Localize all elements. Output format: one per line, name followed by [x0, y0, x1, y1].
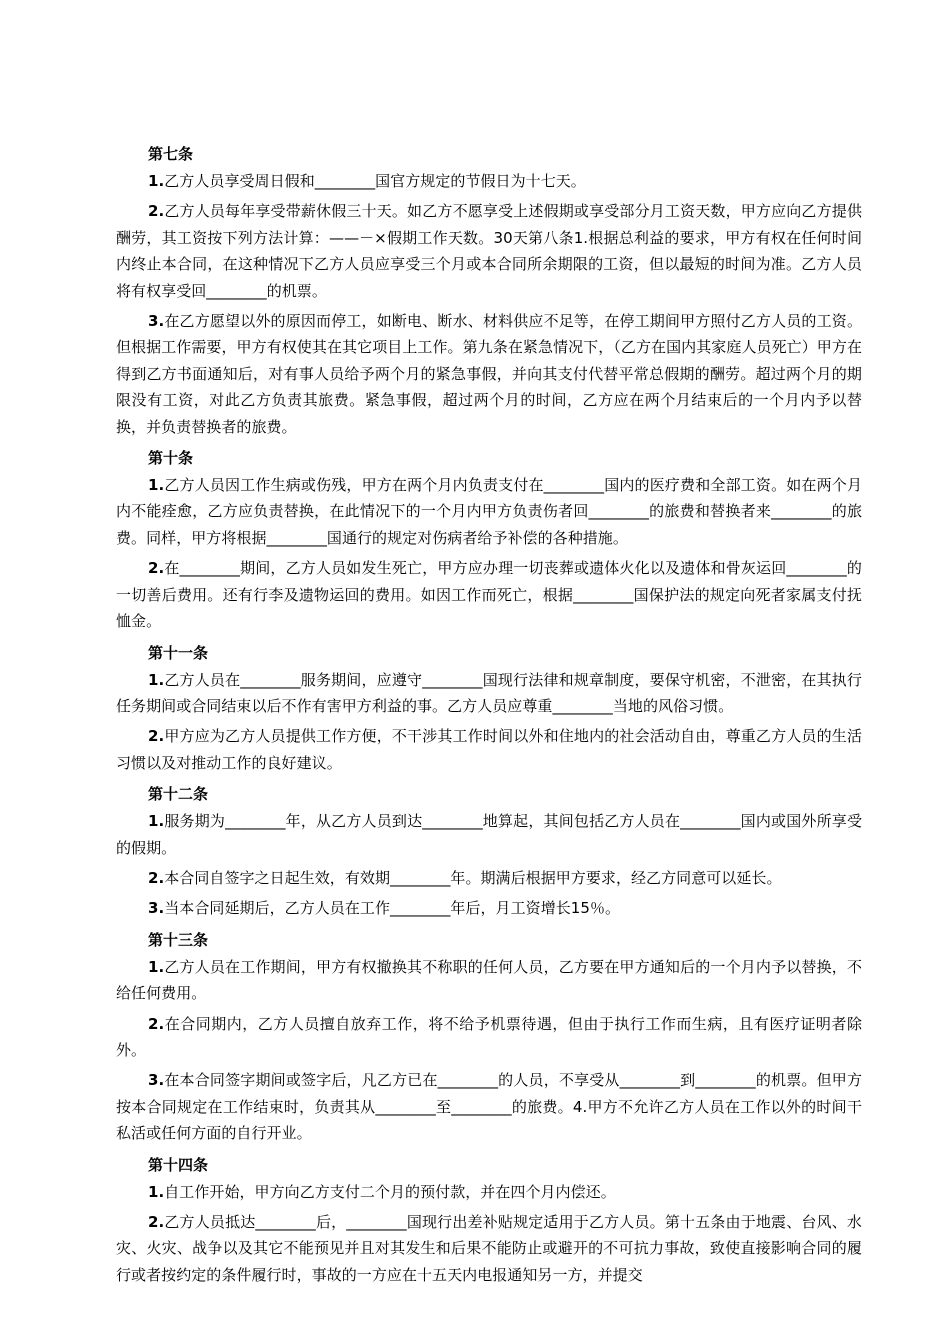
paragraph — [116, 472, 862, 551]
paragraph — [116, 1209, 862, 1288]
paragraph-text: 乙方人员享受周日假和________国官方规定的节假日为十七天。 — [164, 172, 586, 190]
paragraph-number: 2. — [148, 727, 165, 746]
paragraph-number: 3. — [148, 312, 165, 331]
paragraph — [116, 198, 862, 304]
paragraph-number: 2. — [148, 559, 165, 578]
paragraph — [116, 895, 862, 921]
paragraph — [116, 1067, 862, 1146]
paragraph-number: 2. — [148, 1014, 165, 1033]
paragraph-text: 甲方应为乙方人员提供工作方便，不干涉其工作时间以外和住地内的社会活动自由，尊重乙方人员的生活习惯以及对推动工作的良好建议。 — [116, 727, 862, 772]
paragraph-number: 1. — [148, 476, 165, 495]
section-heading: 第十二条 — [148, 785, 209, 804]
document-page — [116, 140, 862, 1292]
paragraph — [116, 865, 862, 891]
paragraph-text: 自工作开始，甲方向乙方支付二个月的预付款，并在四个月内偿还。 — [164, 1182, 616, 1201]
paragraph — [116, 1011, 862, 1064]
paragraph — [116, 168, 862, 194]
paragraph-number: 2. — [148, 202, 165, 221]
paragraph — [116, 1179, 862, 1205]
paragraph-text: 本合同自签字之日起生效，有效期________年。期满后根据甲方要求，经乙方同意可以延长。 — [164, 868, 782, 887]
paragraph-text: 乙方人员在________服务期间，应遵守________国现行法律和规章制度，要保守机密，不泄密，在其执行任务期间或合同结束以后不作有害甲方利益的事。乙方人员应尊重________当地的风俗习惯。 — [116, 670, 862, 715]
paragraph — [116, 954, 862, 1007]
paragraph-number: 1. — [148, 812, 165, 831]
paragraph — [116, 723, 862, 776]
paragraph — [116, 555, 862, 634]
paragraph-text: 在本合同签字期间或签字后，凡乙方已在________的人员，不享受从________到________的机票。但甲方按本合同规定在工作结束时，负责其从________至________的旅费。4.甲方不允许乙方人员在工作以外的时间干私活或任何方面的自行开业。 — [116, 1071, 862, 1143]
paragraph-number: 1. — [148, 172, 165, 190]
paragraph — [116, 308, 862, 440]
section-heading: 第十四条 — [148, 1155, 209, 1174]
paragraph-number: 2. — [148, 1213, 165, 1231]
section-heading: 第十三条 — [148, 930, 209, 949]
paragraph-text: 当本合同延期后，乙方人员在工作________年后，月工资增长15％。 — [164, 899, 621, 918]
paragraph-text: 在乙方愿望以外的原因而停工，如断电、断水、材料供应不足等，在停工期间甲方照付乙方人员的工资。但根据工作需要，甲方有权使其在其它项目上工作。第九条在紧急情况下，（乙方在国内其家庭人员死亡）甲方在得到乙方书面通知后，对有事人员给予两个月的紧急事假，并向其支付代替平常总假期的酬劳。超过两个月的期限没有工资，对此乙方负责其旅费。紧急事假，超过两个月的时间，乙方应在两个月结束后的一个月内予以替换，并负责替换者的旅费。 — [116, 312, 862, 436]
section-heading: 第十一条 — [148, 643, 209, 662]
paragraph — [116, 808, 862, 861]
paragraph-text: 在合同期内，乙方人员擅自放弃工作，将不给予机票待遇，但由于执行工作而生病，且有医疗证明者除外。 — [116, 1014, 862, 1059]
paragraph-text: 乙方人员抵达________后，________国现行出差补贴规定适用于乙方人员。第十五条由于地震、台风、水灾、火灾、战争以及其它不能预见并且对其发生和后果不能防止或避开的不可抗力事故，致使直接影响合同的履行或者按约定的条件履行时，事故的一方应在十五天内电报通知另一方，并提交 — [116, 1213, 862, 1284]
paragraph-number: 3. — [148, 1071, 165, 1090]
paragraph-text: 乙方人员在工作期间，甲方有权撤换其不称职的任何人员，乙方要在甲方通知后的一个月内予以替换，不给任何费用。 — [116, 957, 862, 1003]
paragraph-text: 乙方人员因工作生病或伤残，甲方在两个月内负责支付在________国内的医疗费和全部工资。如在两个月内不能痊愈，乙方应负责替换，在此情况下的一个月内甲方负责伤者回________的旅费和替换者来________的旅费。同样，甲方将根据________国通行的规定对伤病者给予补偿的各种措施。 — [116, 476, 862, 547]
paragraph-text: 在________期间，乙方人员如发生死亡，甲方应办理一切丧葬或遗体火化以及遗体和骨灰运回________的一切善后费用。还有行李及遗物运回的费用。如因工作而死亡，根据________国保护法的规定向死者家属支付抚恤金。 — [116, 559, 862, 631]
section-heading: 第十条 — [148, 449, 194, 468]
paragraph-number: 1. — [148, 957, 165, 976]
paragraph-text: 乙方人员每年享受带薪休假三十天。如乙方不愿享受上述假期或享受部分月工资天数，甲方应向乙方提供酬劳，其工资按下列方法计算：——－×假期工作天数。30天第八条1.根据总利益的要求，甲方有权在任何时间内终止本合同，在这种情况下乙方人员应享受三个月或本合同所余期限的工资，但以最短的时间为准。乙方人员将有权享受回________的机票。 — [116, 202, 862, 300]
paragraph — [116, 667, 862, 720]
paragraph-number: 1. — [148, 670, 165, 689]
paragraph-text: 服务期为________年，从乙方人员到达________地算起，其间包括乙方人员在________国内或国外所享受的假期。 — [116, 812, 862, 857]
section-heading: 第七条 — [148, 145, 194, 163]
paragraph-number: 2. — [148, 868, 165, 887]
paragraph-number: 1. — [148, 1182, 165, 1201]
paragraph-number: 3. — [148, 899, 165, 918]
